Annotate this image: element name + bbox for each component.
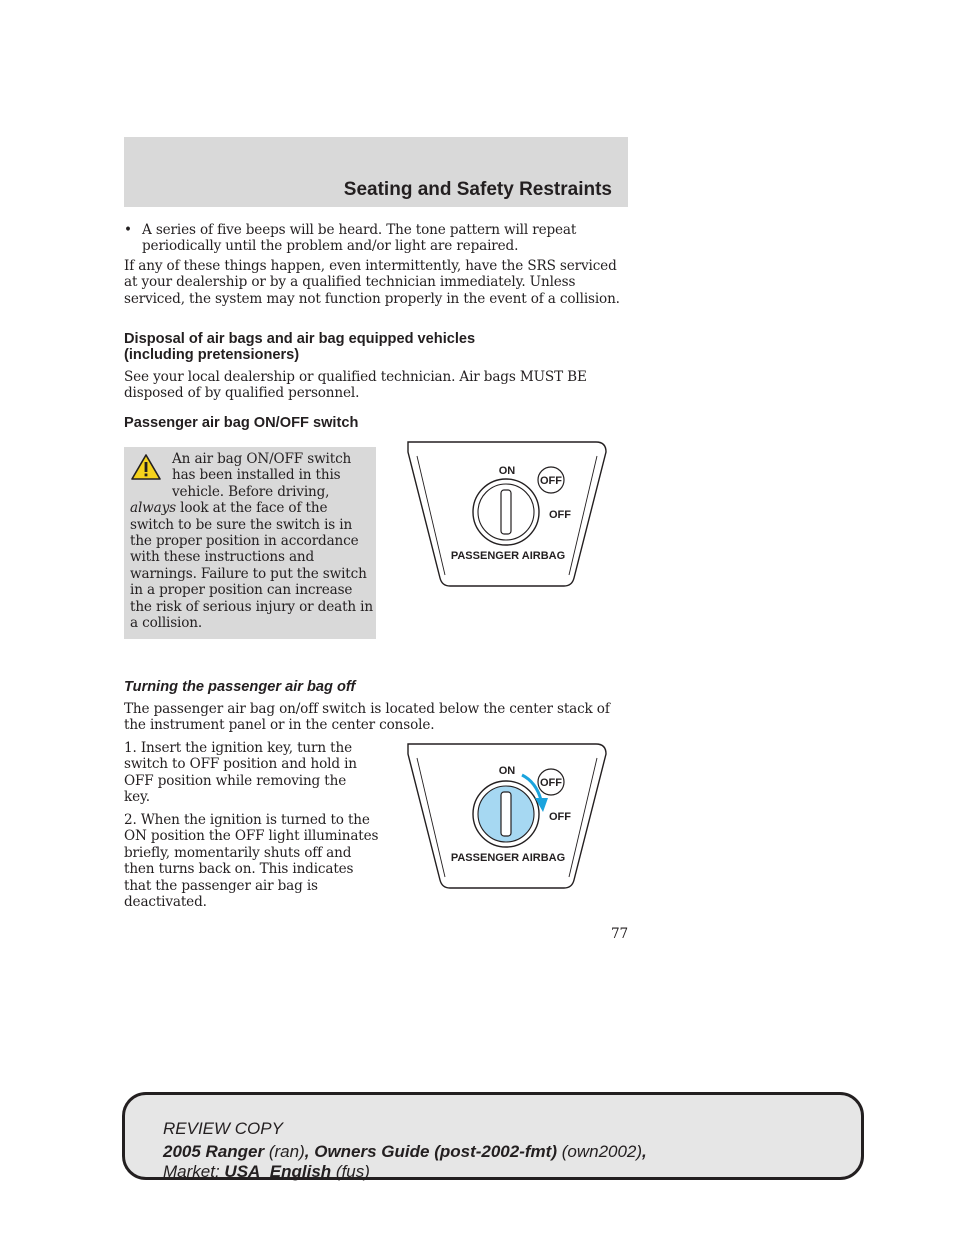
key-slot-icon — [501, 490, 511, 534]
disposal-heading — [124, 332, 628, 363]
warning-text-after: look at the face of the switch to be sure the switch is in the proper position in accordance with these instructions and warnings. Failure to put the switch in a proper position can increase the risk of serious injury or death in a collision. — [130, 500, 373, 632]
page-number: 77 — [611, 926, 628, 942]
warning-text-italic: always — [130, 500, 176, 517]
disposal-heading-line2: (including pretensioners) — [124, 346, 300, 363]
warning-text-before: An air bag ON/OFF switch has been installed in this vehicle. Before driving, — [172, 451, 352, 500]
off-label: OFF — [549, 811, 571, 823]
footer-guide-code: (own2002) — [561, 1142, 643, 1161]
on-label: ON — [498, 465, 516, 477]
disposal-paragraph: See your local dealership or qualified technician. Air bags MUST BE disposed of by qualified personnel. — [124, 369, 587, 402]
review-copy-footer — [122, 1092, 864, 1180]
section-header — [124, 137, 628, 207]
disposal-heading-line1: Disposal of air bags and air bag equipped vehicles — [124, 331, 476, 347]
footer-review-label: REVIEW COPY — [163, 1119, 283, 1138]
switch-heading: Passenger air bag ON/OFF switch — [124, 415, 359, 431]
figure-caption: PASSENGER AIRBAG — [450, 852, 566, 864]
off-label: OFF — [549, 509, 571, 521]
footer-model-code: (ran) — [268, 1142, 305, 1161]
footer-market-code: (fus) — [335, 1162, 370, 1181]
off-lamp-label: OFF — [540, 777, 562, 789]
turning-step-1: 1. Insert the ignition key, turn the switch to OFF position and hold in OFF position while removing the key. — [124, 740, 357, 806]
figure-caption: PASSENGER AIRBAG — [450, 550, 566, 562]
footer-model: 2005 Ranger — [163, 1142, 265, 1161]
footer-sep-2: , — [642, 1142, 647, 1161]
airbag-switch-figure-turning — [404, 742, 608, 890]
footer-line-3 — [163, 1162, 370, 1182]
key-slot-icon — [501, 792, 511, 836]
airbag-switch-figure-off — [404, 440, 608, 588]
footer-guide: Owners Guide (post-2002-fmt) — [314, 1142, 557, 1161]
footer-line-2 — [163, 1142, 647, 1162]
footer-market-label: Market: — [163, 1162, 220, 1181]
warning-box — [124, 447, 376, 639]
section-title: Seating and Safety Restraints — [343, 179, 612, 200]
off-lamp-label: OFF — [540, 475, 562, 487]
warning-text — [130, 451, 374, 631]
bullet-text: A series of five beeps will be heard. The tone pattern will repeat periodically until the problem and/or light are repaired. — [142, 222, 577, 255]
bullet-marker: • — [124, 222, 132, 238]
footer-market: USA_English — [224, 1162, 332, 1181]
turning-step-2: 2. When the ignition is turned to the ON position the OFF light illuminates briefly, momentarily shuts off and then turns back on. This indicates that the passenger air bag is deactivated. — [124, 812, 379, 911]
turning-heading: Turning the passenger air bag off — [124, 679, 356, 695]
srs-service-paragraph: If any of these things happen, even intermittently, have the SRS serviced at your dealership or by a qualified technician immediately. Unless serviced, the system may not function properly in the event of a collision. — [124, 258, 620, 307]
turning-intro: The passenger air bag on/off switch is located below the center stack of the instrument panel or in the center console. — [124, 701, 610, 734]
on-label: ON — [498, 765, 516, 777]
footer-sep-1: , — [304, 1142, 315, 1161]
